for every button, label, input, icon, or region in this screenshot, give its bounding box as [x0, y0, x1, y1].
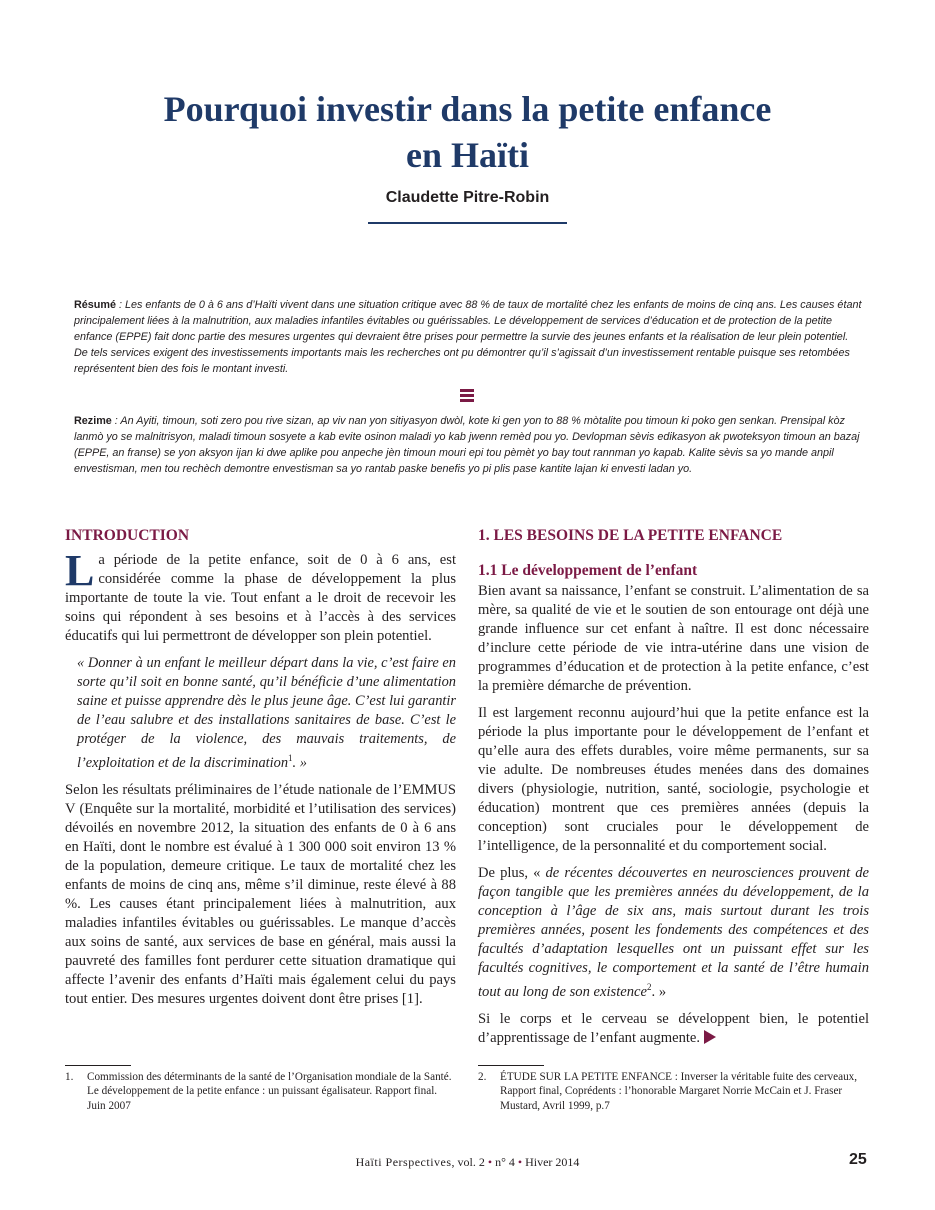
footnote-2-text: ÉTUDE SUR LA PETITE ENFANCE : Inverser la véritable fuite des cerveaux, Rapport final, Coprédents : l’honorable Margaret Norrie McCain et J. Fraser Mustard, Avril 1999, p.7	[500, 1071, 858, 1112]
abstract-creole	[74, 413, 862, 477]
section-paragraph-4-text: Si le corps et le cerveau se développent bien, le potentiel d’apprentissage de l’enfant augmente.	[478, 1010, 869, 1046]
page-footer	[0, 1155, 935, 1170]
section-paragraph-3-end: . »	[651, 983, 667, 1000]
footnote-2	[478, 1065, 869, 1113]
section-paragraph-3-start: De plus, «	[478, 865, 546, 881]
section-1-1-heading: 1.1 Le développement de l’enfant	[478, 562, 698, 579]
section-paragraph-2: Il est largement reconnu aujourd’hui que la petite enfance est la période la plus importante pour le développement de l’enfant et qu’elle aura des effets durables, voire même permanents, sur sa vie adulte. De nombreuses études menées dans des domaines divers (physiologie, nutrition, santé, sociologie, psychologie et éducation) montrent que ces premières années (depuis la conception) sont cruciales pour le développement de l’intelligence, de la personnalité et du comportement social.	[478, 705, 869, 854]
intro-paragraph-1	[65, 546, 456, 646]
abstract-french-text: : Les enfants de 0 à 6 ans d’Haïti vivent dans une situation critique avec 88 % de taux de mortalité chez les enfants de moins de cinq ans. Les causes étant principalement liées à la malnutrition, aux maladies infantiles évitables ou guérissables. Le développement de services d’éducation et de protection de la petite enfance (EPPE) fait donc partie des mesures urgentes qui devraient être prises pour permettre la survie des jeunes enfants et la réalisation de leur plein potentiel. De tels services exigent des investissements importants mais les recherches ont pu démontrer qu’il s’agissait d’un investissement rentable puisque ses retombées représentent bien des fois le montant investi.	[74, 299, 862, 375]
continue-arrow-icon	[704, 1030, 716, 1044]
footnote-rule	[65, 1065, 131, 1066]
footnote-1-text: Commission des déterminants de la santé de l’Organisation mondiale de la Santé. Le développement de la petite enfance : un puissant égalisateur. Rapport final. Juin 2007	[87, 1071, 452, 1112]
section-paragraph-3	[478, 864, 869, 1002]
footnote-rule	[478, 1065, 544, 1066]
journal-name: Haïti Perspectives	[355, 1155, 452, 1169]
abstract-creole-label: Rezime	[74, 415, 112, 427]
dropcap-letter: L	[65, 546, 95, 595]
page-number: 25	[849, 1151, 867, 1168]
footnote-ref-1[interactable]: 1	[288, 753, 293, 763]
section-paragraph-4	[478, 1010, 869, 1048]
intro-quote-end: . »	[292, 754, 307, 771]
author-name: Claudette Pitre-Robin	[385, 189, 550, 206]
footnote-1	[65, 1065, 456, 1113]
title-line-1: Pourquoi investir dans la petite enfance	[163, 89, 772, 129]
intro-quote	[77, 654, 456, 773]
abstract-french-label: Résumé	[74, 299, 117, 311]
abstract-creole-text: : An Ayiti, timoun, soti zero pou rive sizan, ap viv nan yon sitiyasyon dwòl, kote ki gen yon to 88 % mòtalite pou timoun ki poko gen senkan. Prensipal kòz lanmò yo se malnitrisyon, maladi timoun sosyete a kab evite osinon maladi yo kab jwenn remèd pou yo. Devlopman sèvis edikasyon ak pwoteksyon timoun an bazaj (EPPE, an franse) se yon aksyon ijan ki dwe aplike pou anpeche jèn timoun mouri epi tou pèmèt yo bay tout rannman yo kapab. Kalite sèvis sa yo mande anpil envestisman, men tou rechèch demontre envestisman sa yo rantab paske benefis yo pi plis pase kantite lajan ki envesti ladan yo.	[74, 415, 860, 475]
footer-dot: •	[487, 1155, 493, 1169]
section-paragraph-3-quote: de récentes découvertes en neurosciences prouvent de façon tangible que les premières années du développement, de la conception à l’âge de six ans, mais surtout durant les trois premières années, posent les fondements des compétences et des facultés d’adaptation lesquelles ont un puissant effet sur les facultés cognitives, le comportement et la santé de l’être humain tout au long de son existence	[478, 865, 869, 1000]
article-title	[0, 86, 935, 178]
introduction-heading: INTRODUCTION	[65, 527, 190, 544]
footer-volume: , vol. 2	[451, 1155, 488, 1169]
footnote-ref-2[interactable]: 2	[647, 982, 652, 992]
section-1-heading: 1. LES BESOINS DE LA PETITE ENFANCE	[478, 527, 783, 544]
separator-icon	[460, 389, 474, 403]
footer-dot: •	[517, 1155, 523, 1169]
intro-paragraph-2: Selon les résultats préliminaires de l’étude nationale de l’EMMUS V (Enquête sur la mortalité, morbidité et l’utilisation des services) dévoilés en novembre 2012, la situation des enfants de 0 à 6 ans en Haïti, dont le nombre est évalué à 1 300 000 soit environ 13 % de la population, demeure critique. Le taux de mortalité chez les enfants de moins de cinq ans, même s’il diminue, reste élevé à 88 %. Les causes étant principalement liées à malnutrition, aux maladies infantiles évitables ou guérissables. Le manque d’accès aux soins de santé, aux services de base en général, mais aussi la pauvreté des familles font perdurer cette situation dramatique qui affecte l’avenir des enfants d’Haïti mais également celui du pays tout entier. Des mesures urgentes doivent dont être prises [1].	[65, 781, 456, 1007]
intro-quote-text: « Donner à un enfant le meilleur départ dans la vie, c’est faire en sorte qu’il soit en bonne santé, qu’il bénéficie d’une alimentation saine et puisse apprendre dès le plus jeune âge. C’est lui garantir de l’eau salubre et des installations sanitaires de base. C’est le protéger de la violence, des mauvais traitements, de l’exploitation et de la discrimination	[77, 655, 456, 771]
footnote-1-number: 1.	[65, 1071, 74, 1083]
abstract-french	[74, 297, 862, 377]
title-line-2: en Haïti	[406, 135, 529, 175]
right-column	[478, 524, 869, 1056]
author-underline	[368, 222, 567, 224]
left-column	[65, 524, 456, 1017]
footnote-2-number: 2.	[478, 1071, 487, 1083]
footer-season: Hiver 2014	[522, 1155, 580, 1169]
intro-paragraph-1-text: a période de la petite enfance, soit de 0 à 6 ans, est considérée comme la phase de développement la plus importante de toute la vie. Tout enfant a le droit de recevoir les soins qui répondent à ses besoins et à l’accès à des services éducatifs qui lui permettront de développer son plein potentiel.	[65, 552, 456, 644]
footer-number: n° 4	[492, 1155, 518, 1169]
section-paragraph-1: Bien avant sa naissance, l’enfant se construit. L’alimentation de sa mère, sa qualité de vie et le soutien de son entourage ont déjà une grande influence sur cet enfant à naître. Il est donc nécessaire d’inclure cette période de vie intra-utérine dans une vision de programmes d’éducation et de protection à la petite enfance, c’est la première démarche de prévention.	[478, 583, 869, 694]
